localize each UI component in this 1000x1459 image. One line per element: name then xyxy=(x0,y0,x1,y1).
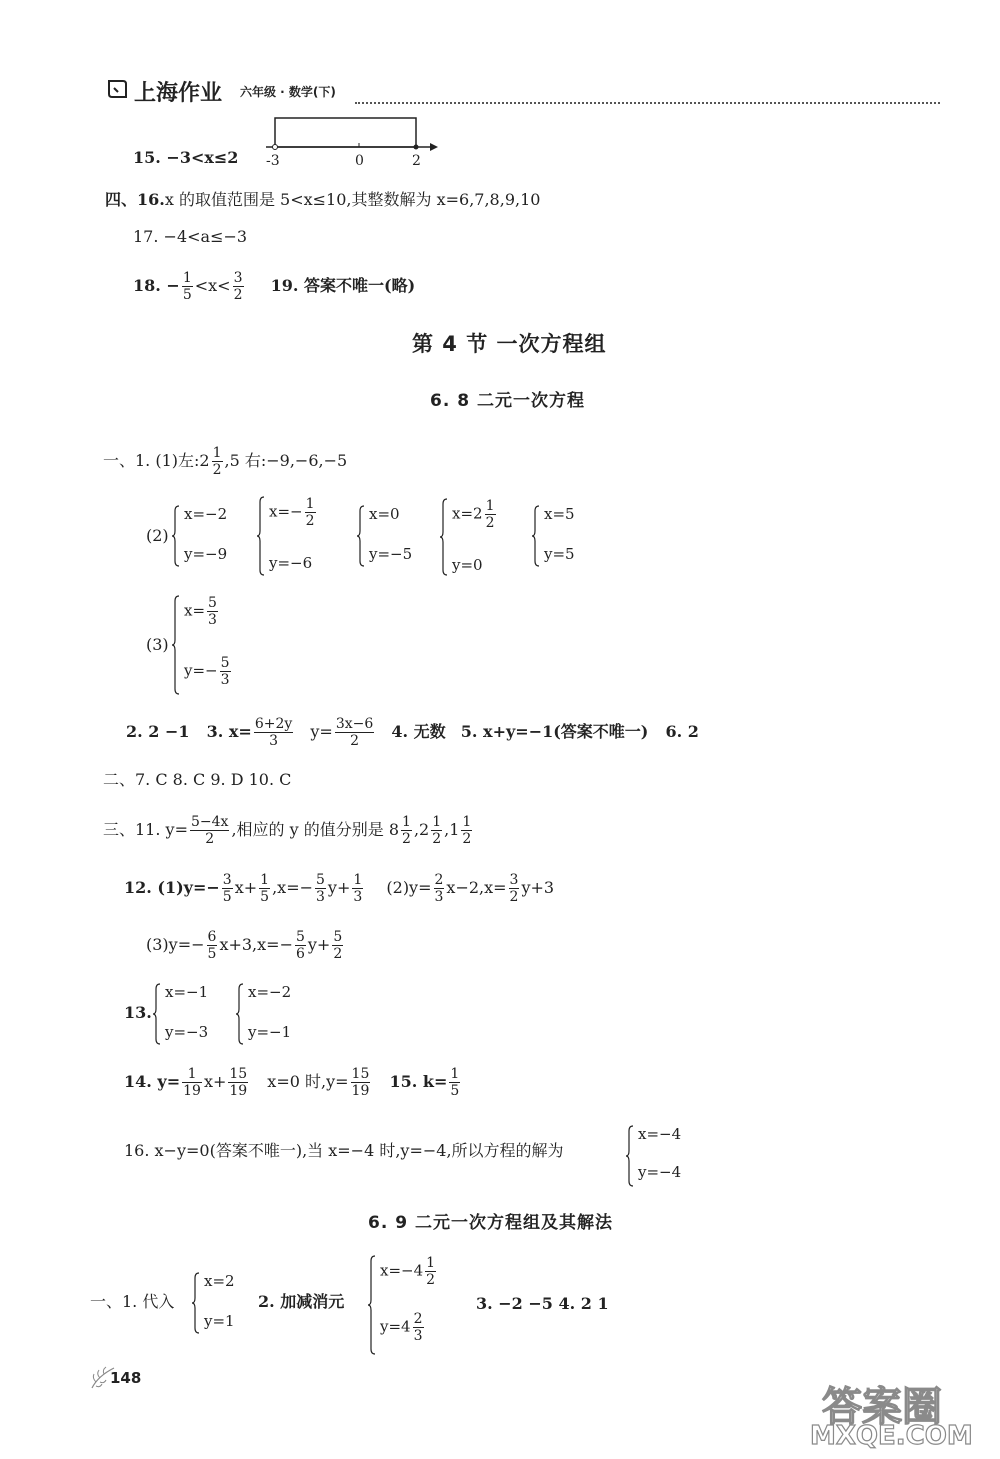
system-y: y=−6 xyxy=(269,554,313,572)
fraction: $\frac{3}{5}$ xyxy=(222,872,232,905)
header xyxy=(100,70,940,110)
answer-15-label: 15. k= xyxy=(389,1072,448,1091)
answer-14-15 xyxy=(124,1062,462,1102)
answer-12-part: ,x=− xyxy=(272,878,313,897)
answer-12-part: y+ xyxy=(327,878,351,897)
answer-12-part: x+ xyxy=(234,878,258,897)
brace-icon xyxy=(532,505,540,567)
page-number: 148 xyxy=(110,1369,142,1387)
numberline-label-2: 2 xyxy=(412,153,421,169)
fraction: $\frac{15}{19}$ xyxy=(351,1066,370,1099)
answer-3-label: 3. x= xyxy=(206,722,252,741)
answer-14-part: x=0 时,y= xyxy=(267,1072,349,1091)
answer-17: 17. −4<a≤−3 xyxy=(133,227,248,246)
answer-1-1 xyxy=(103,445,348,478)
brace-icon xyxy=(172,505,180,567)
answer-18-mid: <x< xyxy=(194,276,231,295)
equation-system xyxy=(440,498,530,576)
equation-system xyxy=(236,983,316,1045)
system-x: x= xyxy=(184,601,206,620)
answer-19: 19. 答案不唯一(略) xyxy=(270,276,416,295)
system-x: x=−1 xyxy=(165,983,209,1001)
answer-11-label: 三、11. y= xyxy=(103,820,188,839)
answer-14-label: 14. y= xyxy=(124,1072,181,1091)
answer-12-3-label: (3)y=− xyxy=(146,935,205,954)
equation-system xyxy=(172,595,262,695)
answers-7-10: 二、7. C 8. C 9. D 10. C xyxy=(103,770,292,789)
system-y: y=−3 xyxy=(165,1023,209,1041)
numberline-label-neg3: -3 xyxy=(266,153,280,169)
answer-16 xyxy=(105,190,540,210)
system-y: y=−4 xyxy=(638,1163,682,1181)
answer-11-v2: ,2 xyxy=(413,820,430,839)
answer-16-prefix: 四、16. xyxy=(105,190,165,209)
fraction: $\frac{5}{3}$ xyxy=(208,595,217,628)
equation-system xyxy=(368,1255,468,1355)
answer-11-rest: ,相应的 y 的值分别是 8 xyxy=(231,820,400,839)
section-4-title: 第 4 节 一次方程组 xyxy=(412,332,607,356)
fraction: $\frac{1}{2}$ xyxy=(462,814,472,847)
system-x: x=−2 xyxy=(184,505,228,523)
numberline-label-0: 0 xyxy=(355,153,364,169)
watermark-line2: MXQE.COM xyxy=(810,1421,973,1451)
brace-icon xyxy=(368,1255,376,1355)
system-x: x=− xyxy=(269,502,303,521)
answer-4: 4. 无数 xyxy=(391,722,446,741)
fraction: $\frac{1}{2}$ xyxy=(432,814,442,847)
answer-2: 2. 2 −1 xyxy=(126,722,190,741)
fraction: $\frac{2}{3}$ xyxy=(434,872,444,905)
fraction: $\frac{1}{2}$ xyxy=(485,498,495,531)
answer-1-1-prefix: 一、1. (1)左:2 xyxy=(103,451,210,470)
answer-12-3 xyxy=(146,925,345,965)
fraction: $\frac{1}{5}$ xyxy=(450,1066,460,1099)
system-x: x=−2 xyxy=(248,983,292,1001)
equation-system xyxy=(192,1272,262,1334)
brace-icon xyxy=(440,498,448,576)
answer-12-part: y+3 xyxy=(521,878,555,897)
fraction: $\frac{1}{2}$ xyxy=(402,814,411,847)
section-6-9-title: 6. 9 二元一次方程组及其解法 xyxy=(368,1213,613,1233)
answer-12-part: x+3,x=− xyxy=(219,935,293,954)
answer-13-label: 13. xyxy=(124,1003,152,1022)
answers-2-6 xyxy=(126,712,699,752)
equation-system xyxy=(357,505,437,567)
section-6-8-title: 6. 8 二元一次方程 xyxy=(430,391,585,411)
fraction: $\frac{3}{2}$ xyxy=(509,872,519,905)
header-subtitle: 六年级 · 数学(下) xyxy=(240,85,336,99)
fraction: $\frac{6}{5}$ xyxy=(207,929,217,962)
fraction: $\frac{1}{2}$ xyxy=(426,1255,436,1288)
answer-1-2-label: (2) xyxy=(146,526,169,545)
brace-icon xyxy=(257,496,265,576)
answer-12-label: 12. (1)y=− xyxy=(124,878,220,897)
fraction: $\frac{5}{2}$ xyxy=(333,929,343,962)
answer-1-1-rest: ,5 右:−9,−6,−5 xyxy=(224,451,348,470)
fraction: $\frac{15}{19}$ xyxy=(229,1066,248,1099)
fraction: $\frac{6+2y}{3}$ xyxy=(254,716,293,749)
equation-system xyxy=(257,496,347,576)
system-y: y=4 xyxy=(380,1317,411,1336)
fraction: $\frac{2}{3}$ xyxy=(413,1311,423,1344)
system-y: y=0 xyxy=(452,556,483,574)
answer-14-part: x+ xyxy=(203,1072,227,1091)
fraction: $\frac{5}{3}$ xyxy=(316,872,325,905)
system-y: y=−9 xyxy=(184,545,228,563)
system-y: y=−1 xyxy=(248,1023,292,1041)
answer-16-text: x 的取值范围是 5<x≤10,其整数解为 x=6,7,8,9,10 xyxy=(164,190,541,209)
header-logo-text: 上海作业 xyxy=(134,81,223,106)
brace-icon xyxy=(153,983,161,1045)
system-x: x=−4 xyxy=(380,1261,424,1280)
fraction: $\frac{1}{2}$ xyxy=(212,445,222,478)
answer-15: 15. −3<x≤2 xyxy=(133,148,239,167)
brace-icon xyxy=(172,595,180,695)
system-y: y=− xyxy=(184,661,218,680)
fraction: $\frac{1}{3}$ xyxy=(353,872,363,905)
equation-system xyxy=(153,983,233,1045)
fraction: $\frac{5}{6}$ xyxy=(295,929,305,962)
answer-18-19 xyxy=(133,266,415,306)
brace-icon xyxy=(236,983,244,1045)
equation-system xyxy=(532,505,602,567)
system-x: x=−4 xyxy=(638,1125,682,1143)
fraction: $\frac{1}{5}$ xyxy=(260,872,270,905)
answer-12-2-label: (2)y= xyxy=(386,878,432,897)
equation-system xyxy=(626,1125,706,1187)
system-x: x=2 xyxy=(452,504,483,523)
answer-11 xyxy=(103,810,474,850)
answer-12-part: y+ xyxy=(307,935,331,954)
fraction: $\frac{1}{2}$ xyxy=(305,496,315,529)
answer-2-label: 2. 加减消元 xyxy=(258,1292,345,1311)
answer-18-label: 18. − xyxy=(133,276,180,295)
number-line xyxy=(258,114,438,164)
answer-3-mid: y= xyxy=(310,722,333,741)
system-x: x=5 xyxy=(544,505,575,523)
answer-16b: 16. x−y=0(答案不唯一),当 x=−4 时,y=−4,所以方程的解为 xyxy=(124,1141,564,1160)
fraction: $\frac{3x-6}{2}$ xyxy=(335,716,374,749)
watermark-line1: 答案圈 xyxy=(822,1384,942,1430)
fraction: $\frac{1}{19}$ xyxy=(183,1066,201,1099)
brace-icon xyxy=(192,1272,200,1334)
system-x: x=2 xyxy=(204,1272,235,1290)
fraction: $\frac{5-4x}{2}$ xyxy=(190,814,229,847)
fraction: $\frac{3}{2}$ xyxy=(233,270,243,303)
header-dotted-rule xyxy=(355,102,940,104)
system-y: y=5 xyxy=(544,545,575,563)
fraction: $\frac{1}{5}$ xyxy=(182,270,192,303)
answer-6: 6. 2 xyxy=(665,722,699,741)
system-x: x=0 xyxy=(369,505,400,523)
answer-11-v3: ,1 xyxy=(444,820,460,839)
brace-icon xyxy=(626,1125,634,1187)
answer-12-1-2 xyxy=(124,868,554,908)
brace-icon xyxy=(357,505,365,567)
answer-1-3-label: (3) xyxy=(146,635,169,654)
fraction: $\frac{5}{3}$ xyxy=(220,655,230,688)
equation-system xyxy=(172,505,262,567)
answer-1-label: 一、1. 代入 xyxy=(90,1292,175,1311)
answer-5: 5. x+y=−1(答案不唯一) xyxy=(460,722,649,741)
logo-icon xyxy=(105,77,129,101)
system-y: y=1 xyxy=(204,1312,235,1330)
answer-12-part: x−2,x= xyxy=(446,878,507,897)
system-y: y=−5 xyxy=(369,545,413,563)
answers-3-4: 3. −2 −5 4. 2 1 xyxy=(476,1294,609,1313)
